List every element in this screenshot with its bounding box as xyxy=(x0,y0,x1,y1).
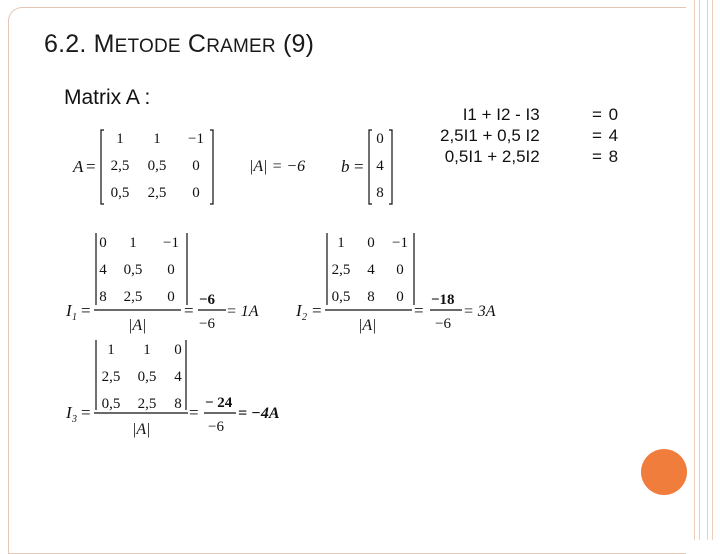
matrix-a-cell: 1 xyxy=(116,131,124,147)
i1-cell: 8 xyxy=(99,289,107,305)
i2-cell: 0 xyxy=(396,262,404,278)
i2-cell: 0,5 xyxy=(331,289,351,305)
matrix-a-name: A xyxy=(73,157,84,176)
i1-name: I xyxy=(66,301,72,320)
matrix-a-cell: 0,5 xyxy=(147,158,167,174)
matrix-a-cell: 0 xyxy=(192,185,200,201)
equals-sign: = xyxy=(189,403,199,422)
vector-b-cell: 4 xyxy=(376,158,384,174)
i3-cell: 1 xyxy=(107,342,115,358)
equals-sign: = xyxy=(81,301,91,320)
i1-cell: 0,5 xyxy=(123,262,143,278)
i3-cell: 2,5 xyxy=(101,369,121,385)
i2-frac-num: −18 xyxy=(431,292,455,308)
i1-cell: 0 xyxy=(167,262,175,278)
equation-2: 2,5I1 + 0,5 I2 xyxy=(440,126,540,145)
i2-cell: 8 xyxy=(367,289,375,305)
i3-cell: 2,5 xyxy=(137,396,157,412)
i2-result: = 3A xyxy=(463,303,496,320)
i2-cell: 0 xyxy=(367,235,375,251)
matrix-a-cell: 0,5 xyxy=(110,185,130,201)
matrix-a-cell: 2,5 xyxy=(147,185,167,201)
i1-cell: −1 xyxy=(163,235,179,251)
det-a: |A| = −6 xyxy=(249,158,306,175)
matrix-a-cell: 1 xyxy=(153,131,161,147)
i3-frac-num: − 24 xyxy=(205,395,233,411)
i1-cell: 0 xyxy=(99,235,107,251)
i3-subscript: 3 xyxy=(72,414,77,425)
i2-name: I xyxy=(296,301,302,320)
vector-b-cell: 8 xyxy=(376,185,384,201)
i1-cell: 0 xyxy=(167,289,175,305)
i3-denominator: |A| xyxy=(132,421,151,438)
i3-cell: 4 xyxy=(174,369,182,385)
i3-name: I xyxy=(66,403,72,422)
i1-cell: 2,5 xyxy=(123,289,143,305)
rhs-2: = 4 xyxy=(592,126,620,145)
equals-sign: = xyxy=(354,157,364,176)
page-title: 6.2. METODE CRAMER (9) xyxy=(44,30,315,58)
rhs-3: = 8 xyxy=(592,147,620,166)
matrix-label: Matrix A : xyxy=(64,86,151,109)
rhs-1: = 0 xyxy=(592,105,620,124)
i3-cell: 0,5 xyxy=(137,369,157,385)
i1-denominator: |A| xyxy=(128,317,147,334)
i3-cell: 1 xyxy=(143,342,151,358)
equals-sign: = xyxy=(312,301,322,320)
i2-cell: 0 xyxy=(396,289,404,305)
matrix-a-cell: 0 xyxy=(192,158,200,174)
i2-cell: 4 xyxy=(367,262,375,278)
vector-b-name: b xyxy=(341,157,350,176)
matrix-a-cell: 2,5 xyxy=(110,158,130,174)
i1-frac-den: −6 xyxy=(199,316,215,332)
matrix-a-cell: −1 xyxy=(188,131,204,147)
i3-result: = −4A xyxy=(238,405,280,422)
i2-frac-den: −6 xyxy=(435,316,451,332)
equals-sign: = xyxy=(86,157,96,176)
i2-cell: 2,5 xyxy=(331,262,351,278)
i1-cell: 4 xyxy=(99,262,107,278)
equals-sign: = xyxy=(81,403,91,422)
i3-cell: 0 xyxy=(174,342,182,358)
i1-frac-num: −6 xyxy=(199,292,216,308)
equation-3: 0,5I1 + 2,5I2 xyxy=(444,147,540,166)
i3-cell: 8 xyxy=(174,396,182,412)
i2-denominator: |A| xyxy=(358,317,377,334)
i3-cell: 0,5 xyxy=(101,396,121,412)
i1-cell: 1 xyxy=(129,235,137,251)
i1-result: = 1A xyxy=(226,303,259,320)
vector-b-cell: 0 xyxy=(376,131,384,147)
i2-cell: 1 xyxy=(337,235,345,251)
i1-subscript: 1 xyxy=(72,312,77,323)
equation-1: I1 + I2 - I3 xyxy=(462,105,540,124)
i2-subscript: 2 xyxy=(302,312,307,323)
i2-cell: −1 xyxy=(392,235,408,251)
i3-frac-den: −6 xyxy=(208,419,224,435)
equals-sign: = xyxy=(414,301,424,320)
equals-sign: = xyxy=(184,301,194,320)
